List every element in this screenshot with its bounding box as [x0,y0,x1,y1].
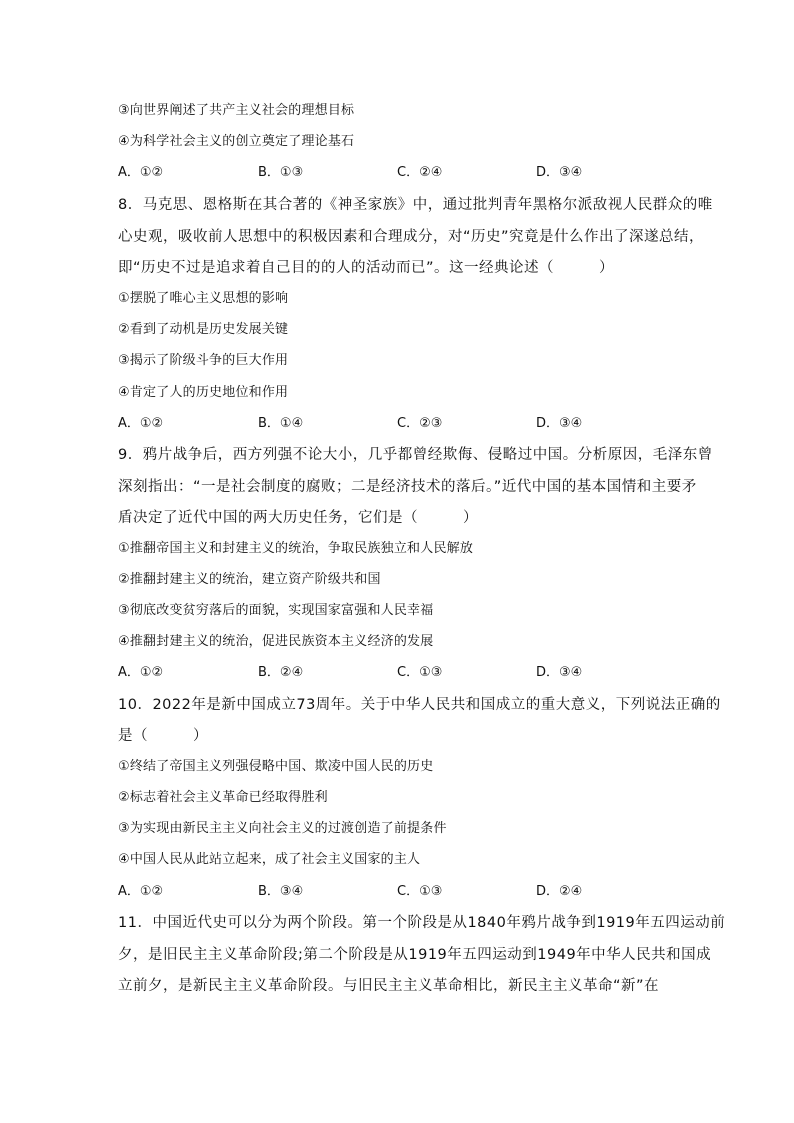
option-b: B．②④ [258,665,304,680]
question-11-stem-line-3: 立前夕，是新民主主义革命阶段。与旧民主主义革命相比，新民主主义革命“新”在 [118,978,660,994]
question-9-stem-line-3: 盾决定了近代中国的两大历史任务，它们是（ ） [118,510,478,526]
question-9-stem-line-1: 9．鸦片战争后，西方列强不论大小，几乎都曾经欺侮、侵略过中国。分析原因，毛泽东曾 [118,447,713,463]
answer-options-q10 [118,882,678,902]
option-c: C．①③ [397,665,443,680]
question-8-item-2: ②看到了动机是历史发展关键 [118,322,289,337]
question-8-stem-line-2: 心史观，吸收前人思想中的积极因素和合理成分，对“历史”究竟是什么作出了深遂总结， [118,229,705,245]
option-d: D．②④ [536,884,583,899]
question-8-item-3: ③揭示了阶级斗争的巨大作用 [118,353,289,368]
question-8-stem-line-3: 即“历史不过是追求着自己目的的人的活动而已”。这一经典论述（ ） [118,260,615,276]
question-10-stem-line-1: 10．2022年是新中国成立73周年。关于中华人民共和国成立的重大意义，下列说法正确的 [118,697,721,713]
option-c: C．②③ [397,416,443,431]
question-8-item-4: ④肯定了人的历史地位和作用 [118,385,289,400]
option-c: C．②④ [397,165,443,180]
question-10-item-1: ①终结了帝国主义列强侵略中国、欺凌中国人民的历史 [118,759,434,774]
question-10-item-3: ③为实现由新民主主义向社会主义的过渡创造了前提条件 [118,821,447,836]
answer-options-q7 [118,163,678,183]
option-a: A．①② [118,665,164,680]
question-11-stem-line-2: 夕，是旧民主主义革命阶段;第二个阶段是从1919年五四运动到1949年中华人民共和国成 [118,947,712,963]
question-9-item-1: ①推翻帝国主义和封建主义的统治，争取民族独立和人民解放 [118,541,474,556]
option-d: D．③④ [536,165,583,180]
question-9-item-3: ③彻底改变贫穷落后的面貌，实现国家富强和人民幸福 [118,603,434,618]
answer-options-q8 [118,414,678,434]
option-d: D．③④ [536,416,583,431]
question-9-item-4: ④推翻封建主义的统治，促进民族资本主义经济的发展 [118,634,434,649]
question-9-stem-line-2: 深刻指出：“一是社会制度的腐败；二是经济技术的落后。”近代中国的基本国情和主要矛 [118,479,697,495]
option-a: A．①② [118,165,164,180]
question-11-stem-line-1: 11．中国近代史可以分为两个阶段。第一个阶段是从1840年鸦片战争到1919年五四运动前 [118,915,726,931]
question-9-item-2: ②推翻封建主义的统治，建立资产阶级共和国 [118,572,381,587]
option-a: A．①② [118,416,164,431]
question-10-stem-line-2: 是（ ） [118,728,208,744]
option-b: B．①④ [258,416,304,431]
option-a: A．①② [118,884,164,899]
statement-3: ③向世界阐述了共产主义社会的理想目标 [118,103,355,118]
question-8-item-1: ①摆脱了唯心主义思想的影响 [118,291,289,306]
question-8-stem-line-1: 8．马克思、恩格斯在其合著的《神圣家族》中，通过批判青年黑格尔派敌视人民群众的唯 [118,197,713,213]
option-d: D．③④ [536,665,583,680]
question-10-item-2: ②标志着社会主义革命已经取得胜利 [118,790,328,805]
option-b: B．①③ [258,165,304,180]
answer-options-q9 [118,663,678,683]
statement-4: ④为科学社会主义的创立奠定了理论基石 [118,134,355,149]
option-b: B．③④ [258,884,304,899]
option-c: C．①③ [397,884,443,899]
question-10-item-4: ④中国人民从此站立起来，成了社会主义国家的主人 [118,852,421,867]
